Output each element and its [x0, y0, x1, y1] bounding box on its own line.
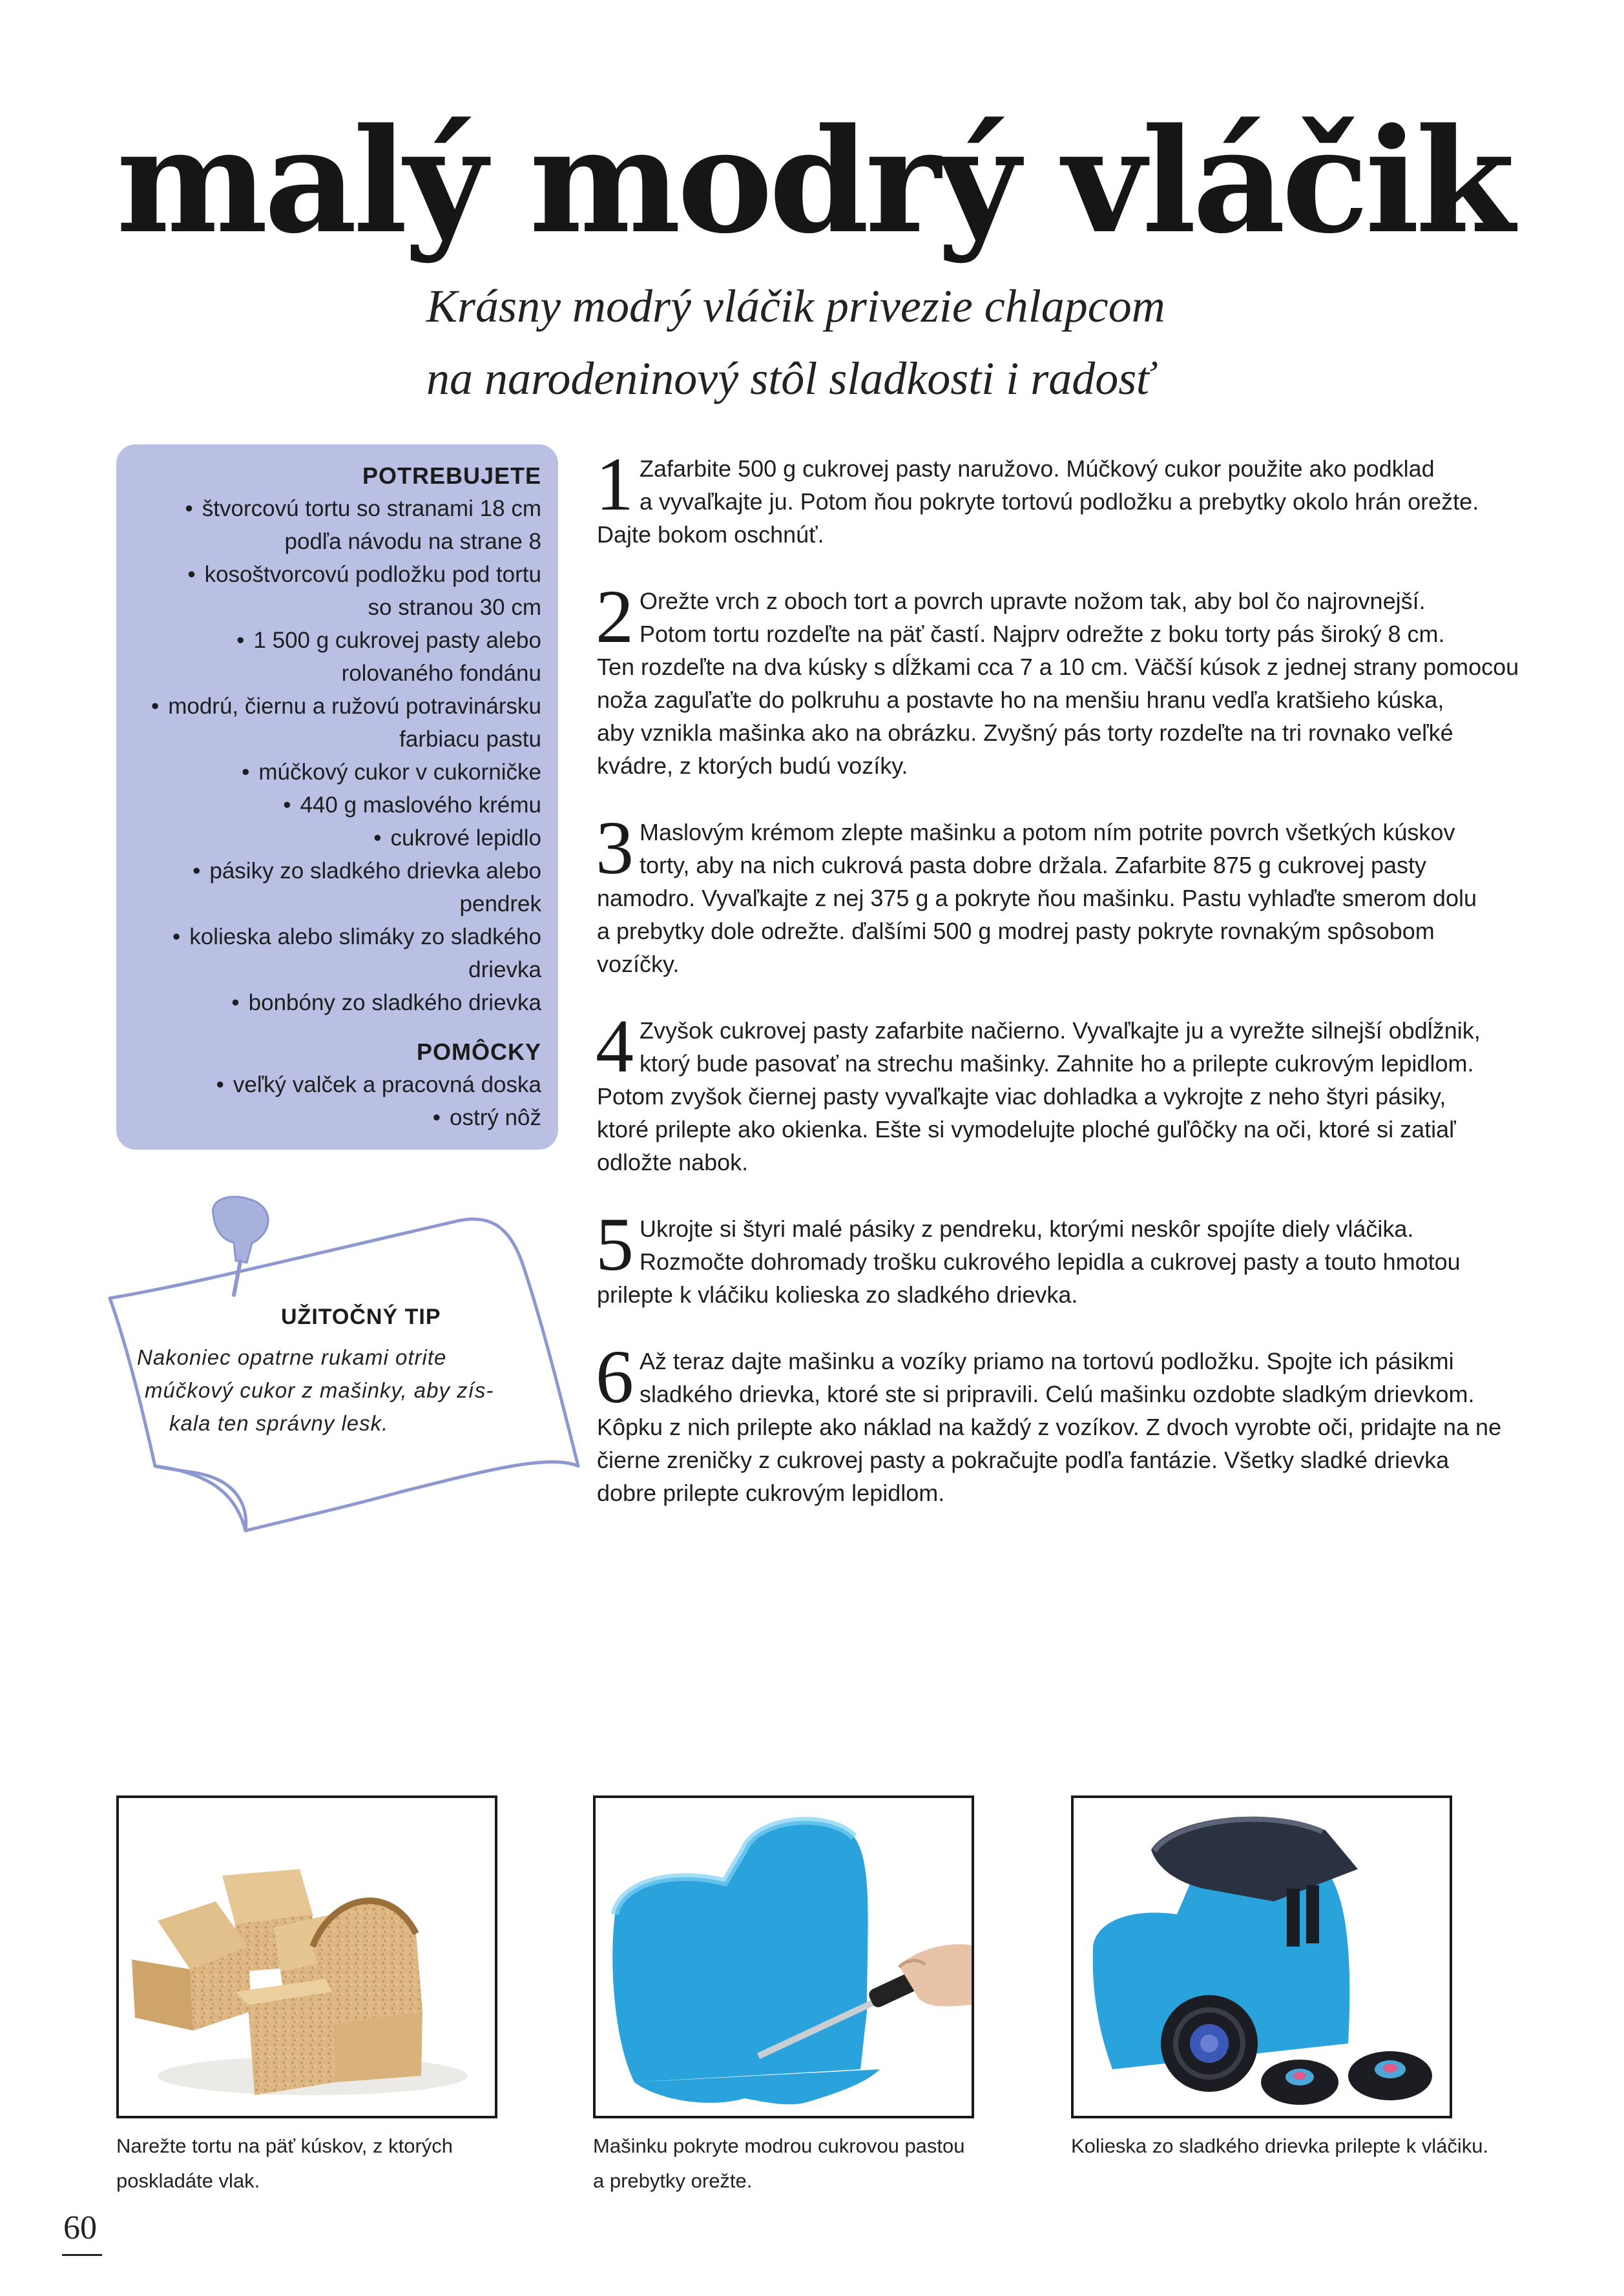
list-item-continued — [142, 723, 541, 756]
list-item — [142, 492, 541, 525]
tools-list — [142, 1068, 541, 1134]
step-number: 4 — [596, 1004, 634, 1088]
photo-engine-wheels — [1071, 1795, 1452, 2118]
step-text-line: vozíčky. — [597, 951, 680, 977]
list-item-text: kosoštvorcovú podložku pod tortu — [204, 562, 541, 587]
step-text-line: Potom tortu rozdeľte na päť častí. Najprv odrežte z boku torty pás široký 8 cm. — [640, 621, 1445, 647]
list-item-continued — [142, 953, 541, 986]
step-text-line: Až teraz dajte mašinku a vozíky priamo na tortovú podložku. Spojte ich pásikmi — [640, 1348, 1454, 1374]
step-text-line: namodro. Vyvaľkajte z nej 375 g a pokryte ňou mašinku. Pastu vyhlaďte smerom dolu — [597, 885, 1477, 911]
list-item-text: kolieska alebo slimáky zo sladkého — [189, 924, 541, 949]
caption-line: a prebytky orežte. — [593, 2169, 753, 2192]
step-text-line: Ukrojte si štyri malé pásiky z pendreku, ktorými neskôr spojíte diely vláčika. — [640, 1215, 1414, 1242]
list-item-continued — [142, 657, 541, 690]
step-text-line: torty, aby na nich cukrová pasta dobre držala. Zafarbite 875 g cukrovej pasty — [640, 852, 1426, 878]
list-item-text: drievka — [468, 957, 541, 982]
tip-title: UŽITOČNÝ TIP — [281, 1305, 441, 1329]
list-item — [142, 624, 541, 657]
step-text-line: a prebytky dole odrežte. ďalšími 500 g modrej pasty pokryte rovnakým spôsobom — [597, 918, 1435, 944]
step-5 — [596, 1202, 1527, 1311]
ingredients-heading: POTREBUJETE — [362, 462, 541, 489]
list-item — [142, 1101, 541, 1134]
list-item — [142, 920, 541, 953]
caption-photo-2 — [593, 2129, 965, 2198]
list-item — [142, 986, 541, 1019]
list-item — [142, 789, 541, 822]
subtitle-line: na narodeninový stôl sladkosti i radosť — [426, 353, 1154, 404]
ingredients-box — [116, 444, 558, 1150]
list-item-text: pendrek — [459, 891, 541, 916]
step-number: 6 — [596, 1334, 634, 1419]
step-text-line: Kôpku z nich prilepte ako náklad na každý z vozíkov. Z dvoch vyrobte oči, pridajte na ne — [597, 1414, 1502, 1440]
list-item-text: farbiacu pastu — [399, 727, 541, 752]
caption-photo-1 — [116, 2129, 453, 2198]
bullet-icon: • — [283, 792, 291, 818]
step-text-line: sladkého drievka, ktoré ste si pripravili. Celú mašinku ozdobte sladkým drievkom. — [640, 1381, 1475, 1407]
step-text-line: aby vznikla mašinka ako na obrázku. Zvyšný pás torty rozdeľte na tri rovnako veľké — [597, 719, 1453, 746]
list-item-text: veľký valček a pracovná doska — [233, 1072, 541, 1097]
photo-cake-pieces — [116, 1795, 497, 2118]
list-item-continued — [142, 591, 541, 624]
tip-line: múčkový cukor z mašinky, aby zís- — [145, 1378, 494, 1402]
step-1 — [596, 442, 1527, 551]
bullet-icon: • — [193, 858, 201, 884]
list-item-text: so stranou 30 cm — [368, 595, 541, 620]
list-item-text: štvorcovú tortu so stranami 18 cm — [202, 496, 541, 521]
bullet-icon: • — [172, 924, 181, 949]
list-item-text: modrú, čiernu a ružovú potravinársku — [168, 694, 541, 719]
tools-heading: POMÔCKY — [416, 1039, 541, 1065]
step-text-line: prilepte k vláčiku kolieska zo sladkého drievka. — [597, 1281, 1078, 1308]
tip-note — [97, 1188, 588, 1537]
photo-covered-engine — [593, 1795, 974, 2118]
caption-line: Kolieska zo sladkého drievka prilepte k vláčiku. — [1071, 2135, 1489, 2157]
list-item-text: ostrý nôž — [450, 1105, 541, 1130]
page-subtitle — [426, 270, 1165, 415]
bullet-icon: • — [242, 760, 250, 785]
caption-photo-3 — [1071, 2129, 1488, 2164]
step-text-line: Rozmočte dohromady trošku cukrového lepidla a cukrovej pasty a touto hmotou — [640, 1248, 1461, 1275]
step-text-line: ktorý bude pasovať na strechu mašinky. Zahnite ho a prilepte cukrovým lepidlom. — [640, 1050, 1474, 1077]
step-text-line: noža zaguľaťte do polkruhu a postavte ho na menšiu hranu vedľa kratšieho kúska, — [597, 687, 1444, 713]
step-6 — [596, 1334, 1527, 1509]
bullet-icon: • — [236, 628, 245, 653]
tip-line: kala ten správny lesk. — [169, 1411, 389, 1435]
step-number: 1 — [596, 442, 634, 526]
step-text-line: Potom zvyšok čiernej pasty vyvaľkajte viac dohladka a vykrojte z neho štyri pásiky, — [597, 1083, 1446, 1110]
list-item-text: bonbóny zo sladkého drievka — [248, 990, 541, 1015]
list-item — [142, 1068, 541, 1101]
tip-text — [137, 1341, 525, 1440]
list-item-continued — [142, 887, 541, 920]
list-item — [142, 854, 541, 887]
step-text-line: a vyvaľkajte ju. Potom ňou pokryte tortovú podložku a prebytky okolo hrán orežte. — [640, 488, 1479, 515]
step-2 — [596, 574, 1527, 782]
step-text-line: Ten rozdeľte na dva kúsky s dĺžkami cca 7 a 10 cm. Väčší kúsok z jednej strany pomocou — [597, 654, 1519, 680]
list-item — [142, 558, 541, 591]
list-item-text: rolovaného fondánu — [341, 661, 541, 686]
list-item-continued — [142, 525, 541, 558]
list-item-text: podľa návodu na strane 8 — [284, 529, 541, 554]
caption-line: Narežte tortu na päť kúskov, z ktorých — [116, 2135, 453, 2157]
list-item-text: 1 500 g cukrovej pasty alebo — [253, 628, 541, 653]
list-item-text: 440 g maslového krému — [300, 792, 541, 818]
step-text-line: Dajte bokom oschnúť. — [597, 521, 824, 548]
step-3 — [596, 805, 1527, 980]
step-text-line: ktoré prilepte ako okienka. Ešte si vymodelujte ploché guľôčky na oči, ktoré si zatiaľ — [597, 1116, 1456, 1143]
list-item — [142, 690, 541, 723]
step-text-line: dobre prilepte cukrovým lepidlom. — [597, 1480, 945, 1506]
step-number: 3 — [596, 805, 634, 890]
step-text-line: kvádre, z ktorých budú vozíky. — [597, 752, 908, 779]
page-title: malý modrý vláčik — [116, 98, 1512, 265]
caption-line: poskladáte vlak. — [116, 2169, 260, 2192]
ingredients-list — [142, 492, 541, 1019]
bullet-icon: • — [432, 1105, 441, 1130]
bullet-icon: • — [231, 990, 240, 1015]
step-text-line: odložte nabok. — [597, 1149, 749, 1175]
list-item-text: cukrové lepidlo — [390, 825, 541, 851]
bullet-icon: • — [187, 562, 196, 587]
page-number: 60 — [63, 2209, 97, 2246]
step-text-line: Zvyšok cukrovej pasty zafarbite načierno. Vyvaľkajte ju a vyrežte silnejší obdĺžnik, — [640, 1017, 1481, 1044]
bullet-icon: • — [151, 694, 160, 719]
caption-line: Mašinku pokryte modrou cukrovou pastou — [593, 2135, 965, 2157]
list-item — [142, 756, 541, 789]
page-number-rule — [62, 2254, 102, 2256]
step-number: 2 — [596, 574, 634, 659]
bullet-icon: • — [185, 496, 193, 521]
instructions — [596, 442, 1527, 1543]
step-text-line: Zafarbite 500 g cukrovej pasty naružovo. Múčkový cukor použite ako podklad — [640, 455, 1435, 482]
step-number: 5 — [596, 1202, 634, 1287]
subtitle-line: Krásny modrý vláčik privezie chlapcom — [426, 280, 1165, 332]
step-text-line: Maslovým krémom zlepte mašinku a potom ním potrite povrch všetkých kúskov — [640, 819, 1455, 845]
step-text-line: čierne zreničky z cukrovej pasty a pokračujte podľa fantázie. Všetky sladké drievka — [597, 1447, 1450, 1473]
bullet-icon: • — [373, 825, 382, 851]
list-item-text: múčkový cukor v cukorničke — [258, 760, 541, 785]
list-item-text: pásiky zo sladkého drievka alebo — [209, 858, 541, 884]
step-text-line: Orežte vrch z oboch tort a povrch upravte nožom tak, aby bol čo najrovnejší. — [640, 588, 1426, 614]
tip-line: Nakoniec opatrne rukami otrite — [137, 1345, 447, 1369]
step-4 — [596, 1004, 1527, 1179]
bullet-icon: • — [216, 1072, 224, 1097]
list-item — [142, 822, 541, 854]
